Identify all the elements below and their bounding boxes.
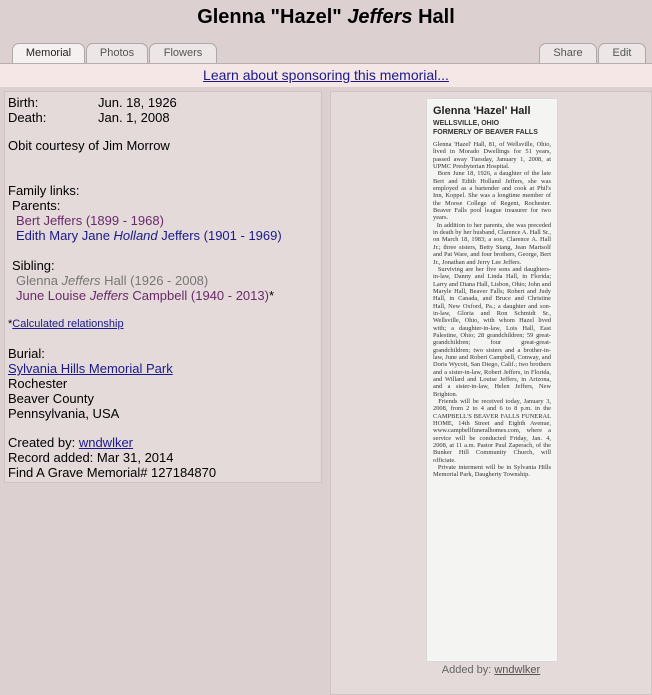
created-by xyxy=(8,435,133,450)
obituary-clipping-photo[interactable] xyxy=(426,98,558,662)
sibling-self-maiden: Jeffers xyxy=(61,273,101,288)
cemetery-link[interactable]: Sylvania Hills Memorial Park xyxy=(8,361,173,376)
memorial-id: Find A Grave Memorial# 127184870 xyxy=(8,465,217,480)
birth-value: Jun. 18, 1926 xyxy=(98,95,177,110)
sibling-self-first: Glenna xyxy=(16,273,62,288)
title-maiden-name: Jeffers xyxy=(347,6,413,28)
clipping-subhead-2: FORMERLY OF BEAVER FALLS xyxy=(433,129,538,136)
parent-link-mother[interactable] xyxy=(16,228,282,243)
tab-flowers[interactable]: Flowers xyxy=(149,43,217,63)
sibling-first: June Louise xyxy=(16,288,90,303)
title-last-name: Hall xyxy=(412,6,455,28)
burial-state: Pennsylvania, USA xyxy=(8,406,120,421)
calculated-relationship-link[interactable]: Calculated relationship xyxy=(12,318,124,330)
tab-bar xyxy=(0,43,652,64)
clipping-body: Glenna 'Hazel' Hall, 81, of Wellsville, Ohio, lived in Morado Dwellings for 51 years, passed away Tuesday, January 1, 2008, at UPMC Presbyterian Hospital. Born June 18, 1926, a daughter of the late Bert and Edith Holland Jeffers, she was employed as a bartender and cook at Phil's Inn, Koppel. She was a longtime member of the Moose College of Regent, Rochester. Beaver Falls pool league treasurer for two years. In addition to her parents, she was preceded in death by her husband, Clarence A. Hall Sr., on March 18, 1983; a son, Clarence A. Hall Jr.; three sisters, Betty Stang, Jean Martsolf and Pat Ware, and four brothers, George, Bert Jr., Jonathan and Jerry Lee Jeffers. Surviving are her five sons and daughters-in-law, Danny and Linda Hall, in Florida; Larry and Diana Hall, Lisbon, Ohio; John and Maryle Hall, Beaver Falls; Robert and Judy Hall, in Canada, and Bruce and Christine Hall, New Oxford, Pa.; a daughter and son-in-law, Gloria and Ron Schmidt Sr., Wellsville, Ohio, with whom Hazel lived with; a daughter-in-law, Lois Hall, East Palestine, Ohio; 28 grandchildren; 59 great-grandchildren; four great-great-grandchildren; two sisters and a brother-in-law, June and Robert Campbell, Conway, and Doris Wycott, San Diego, Calif.; two brothers and a sister-in-law, Robert Jeffers, in Florida, and Willard and Louise Jeffers, in Arizona, and a sister-in-law, Helen Jeffers, New Brighton. Friends will be received today, January 3, 2008, from 2 to 4 and 6 to 8 p.m. in the CAMPBELL'S BEAVER FALLS FUNERAL HOME, 14th Street and Eighth Avenue, www.campbellfuneralhomes.com, where a service will be conducted Friday, Jan. 4, 2008, at 11 a.m. Pastor Paul Zaperach, of the Bunker Hill Community Church, will officiate. Private interment will be in Sylvania Hills Memorial Park, Daugherty Township. xyxy=(433,141,552,479)
parent-mother-rest: Jeffers (1901 - 1969) xyxy=(157,228,282,243)
photo-panel xyxy=(330,91,652,695)
sponsor-banner xyxy=(0,64,652,87)
parent-mother-first: Edith Mary Jane xyxy=(16,228,114,243)
death-value: Jan. 1, 2008 xyxy=(98,110,170,125)
sibling-rest: Campbell (1940 - 2013) xyxy=(128,288,269,303)
birth-label: Birth: xyxy=(8,95,39,110)
clipping-subhead-1: WELLSVILLE, OHIO xyxy=(433,120,500,127)
burial-label: Burial: xyxy=(8,346,45,361)
tab-share[interactable]: Share xyxy=(539,43,597,63)
obit-credit: Obit courtesy of Jim Morrow xyxy=(8,138,170,153)
created-by-label: Created by: xyxy=(8,435,79,450)
tab-memorial[interactable]: Memorial xyxy=(12,43,85,63)
sibling-maiden: Jeffers xyxy=(89,288,129,303)
parent-mother-maiden: Holland xyxy=(113,228,158,243)
calculated-note xyxy=(8,318,124,330)
tab-edit[interactable]: Edit xyxy=(598,43,646,63)
sponsor-link[interactable]: Learn about sponsoring this memorial... xyxy=(203,67,449,83)
photo-added-by xyxy=(331,664,651,676)
title-first-name: Glenna "Hazel" xyxy=(197,6,348,28)
sibling-link[interactable] xyxy=(16,288,274,303)
memorial-info-panel xyxy=(4,91,322,483)
calculated-mark: * xyxy=(268,288,275,303)
page-title xyxy=(0,6,652,29)
parents-label: Parents: xyxy=(12,198,61,213)
sibling-self-rest: Hall (1926 - 2008) xyxy=(100,273,209,288)
burial-city: Rochester xyxy=(8,376,68,391)
added-by-label: Added by: xyxy=(441,664,495,676)
record-added: Record added: Mar 31, 2014 xyxy=(8,450,174,465)
sibling-label: Sibling: xyxy=(12,258,55,273)
creator-link[interactable]: wndwlker xyxy=(78,435,134,450)
burial-county: Beaver County xyxy=(8,391,94,406)
photo-contributor-link[interactable]: wndwlker xyxy=(494,664,541,676)
tab-photos[interactable]: Photos xyxy=(86,43,148,63)
parent-link-father[interactable]: Bert Jeffers (1899 - 1968) xyxy=(16,213,164,228)
family-links-heading: Family links: xyxy=(8,183,80,198)
calculated-star: * xyxy=(8,318,13,330)
clipping-headline: Glenna 'Hazel' Hall xyxy=(433,105,531,117)
death-label: Death: xyxy=(8,110,47,125)
sibling-self xyxy=(16,273,208,288)
